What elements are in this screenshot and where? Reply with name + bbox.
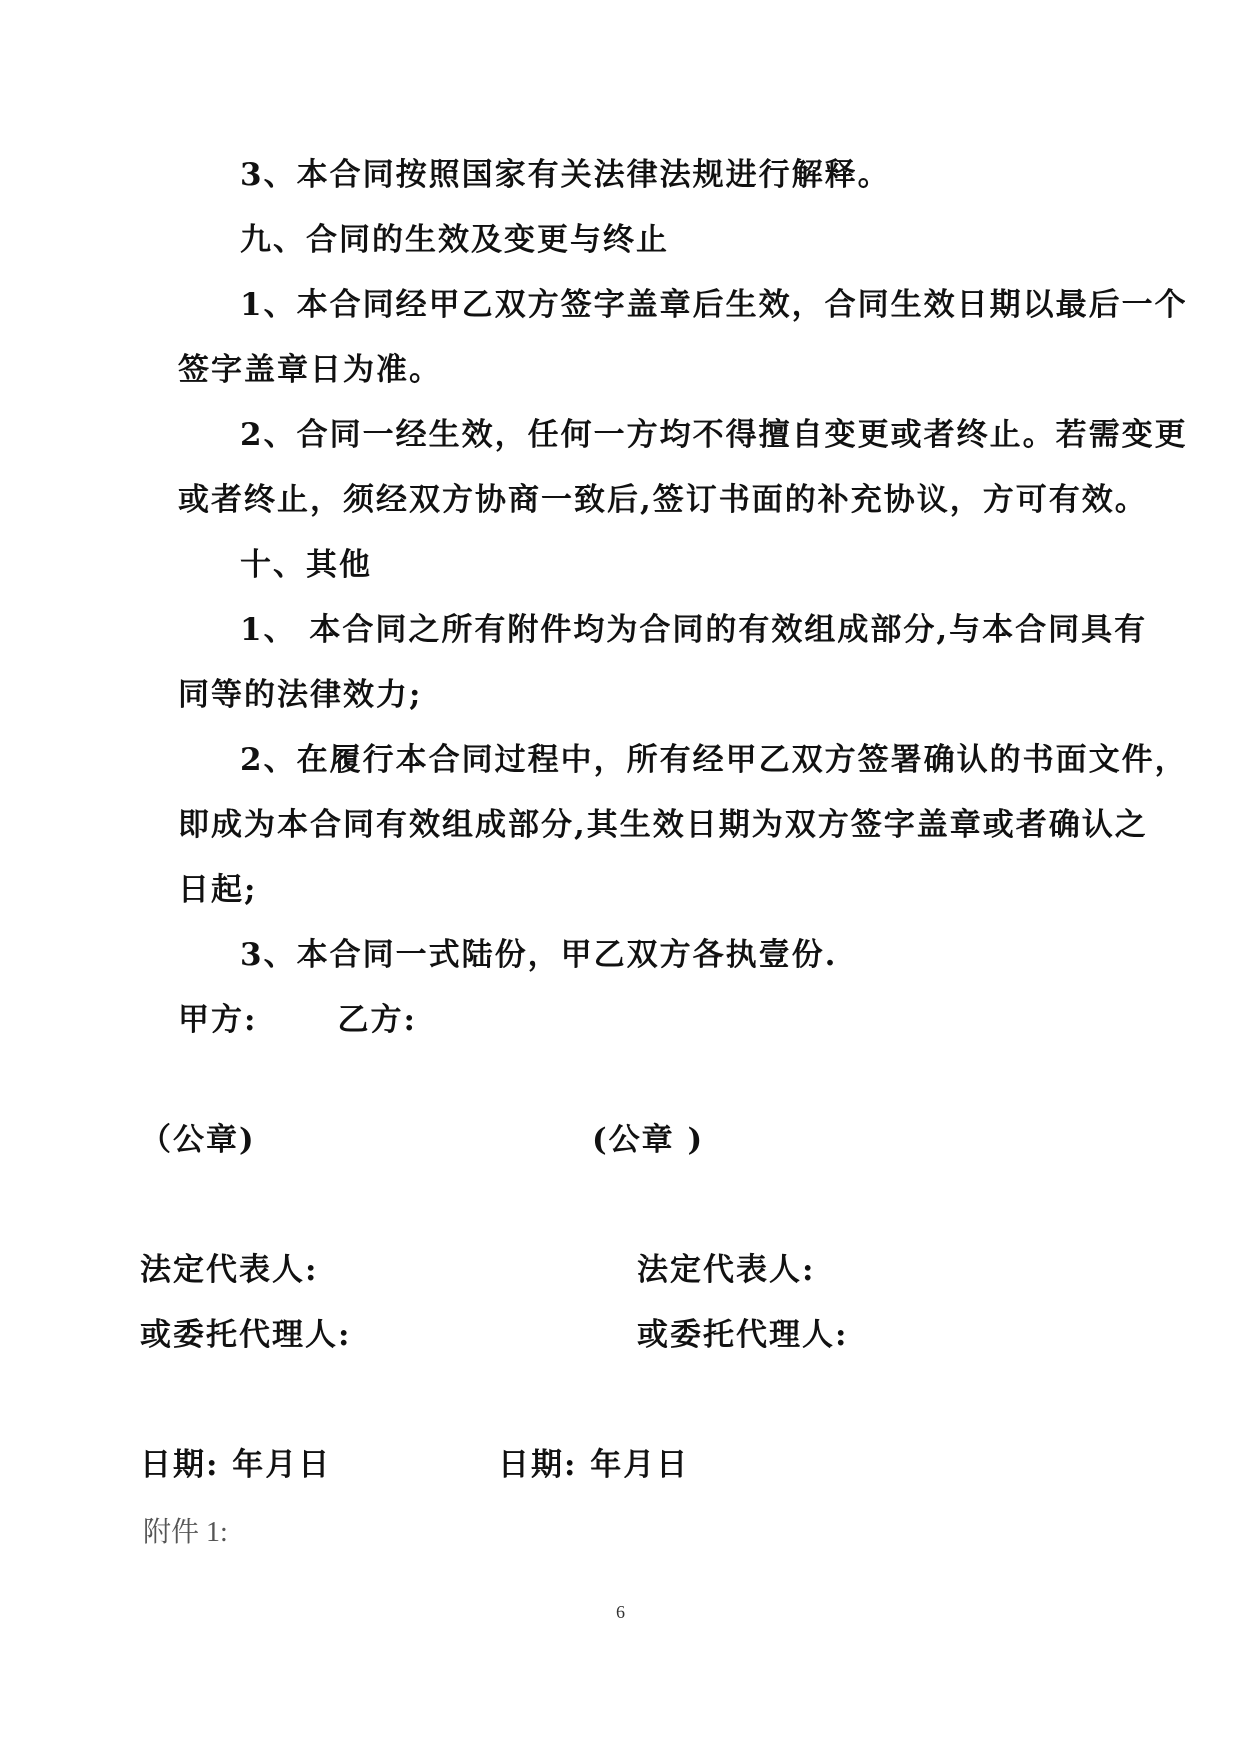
party-a-seal: （公章)	[140, 1122, 256, 1158]
party-b-legal-rep: 法定代表人:	[637, 1252, 816, 1288]
clause-9-2-line2: 或者终止，须经双方协商一致后,签订书面的补充协议，方可有效。	[178, 482, 1148, 518]
party-a-date: 日期: 年月日	[140, 1447, 332, 1483]
clause-9-1-line1: 1、本合同经甲乙双方签字盖章后生效，合同生效日期以最后一个	[240, 287, 1188, 323]
clause-9-1-line2: 签字盖章日为准。	[178, 352, 442, 388]
party-b-agent: 或委托代理人:	[637, 1317, 849, 1353]
parties-line	[178, 1000, 417, 1040]
clause-8-3: 3、本合同按照国家有关法律法规进行解释。	[240, 157, 891, 193]
clause-10-2-line1: 2、在履行本合同过程中，所有经甲乙双方签署确认的书面文件，	[240, 742, 1188, 778]
clause-10-1-line1: 1、 本合同之所有附件均为合同的有效组成部分,与本合同具有	[240, 612, 1148, 648]
section-heading-10: 十、其他	[240, 547, 372, 583]
clause-10-3: 3、本合同一式陆份，甲乙双方各执壹份.	[240, 937, 838, 973]
clause-9-2-line1: 2、合同一经生效，任何一方均不得擅自变更或者终止。若需变更	[240, 417, 1188, 453]
party-a-label: 甲方:	[178, 1002, 258, 1038]
clause-10-1-line2: 同等的法律效力;	[178, 677, 423, 713]
page-number: 6	[616, 1602, 625, 1622]
party-b-seal: (公章 )	[592, 1122, 705, 1158]
attachment-label: 附件 1:	[143, 1517, 228, 1548]
clause-10-2-line3: 日起;	[178, 872, 258, 908]
party-a-legal-rep: 法定代表人:	[140, 1252, 319, 1288]
section-heading-9: 九、合同的生效及变更与终止	[240, 222, 669, 258]
party-b-date: 日期: 年月日	[498, 1447, 690, 1483]
clause-10-2-line2: 即成为本合同有效组成部分,其生效日期为双方签字盖章或者确认之	[178, 807, 1148, 843]
party-a-agent: 或委托代理人:	[140, 1317, 352, 1353]
party-b-label: 乙方:	[337, 1002, 417, 1038]
